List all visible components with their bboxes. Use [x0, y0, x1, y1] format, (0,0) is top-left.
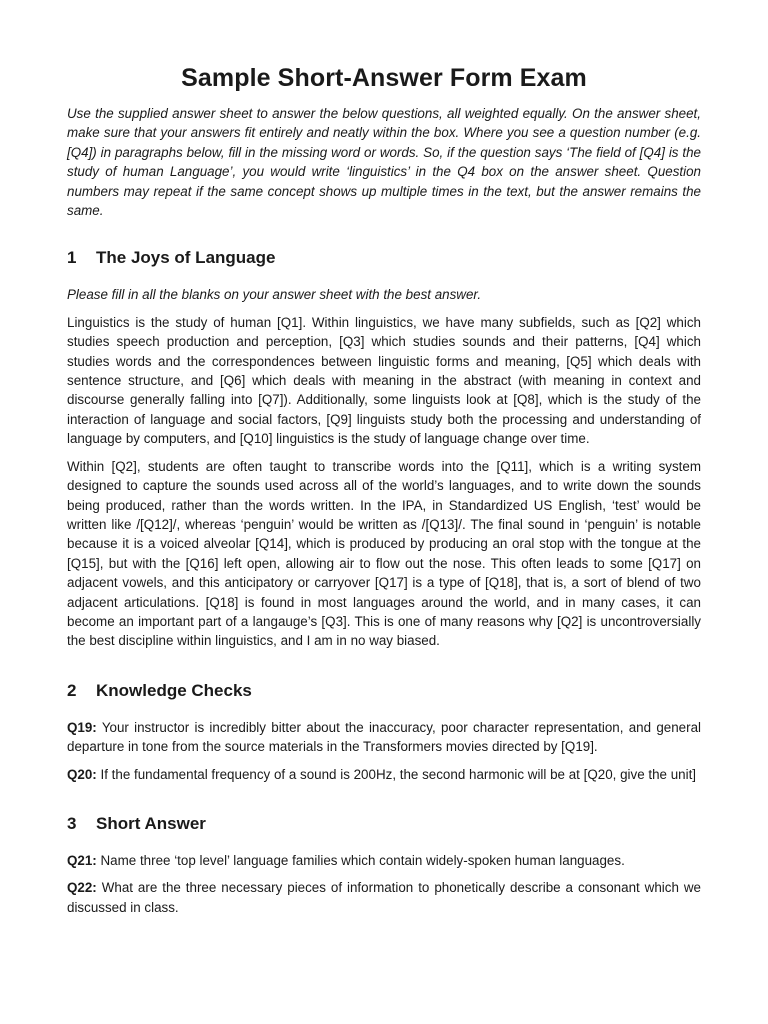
section-number: 2: [67, 680, 77, 700]
section-3: [67, 814, 701, 917]
question-label: Q22:: [67, 880, 97, 896]
question-text: What are the three necessary pieces of information to phonetically describe a consonant which we discussed in class.: [67, 880, 701, 915]
question-text: Name three ‘top level’ language families which contain widely-spoken human languages.: [100, 852, 625, 868]
section-1: [67, 248, 701, 650]
section-instruction: Please fill in all the blanks on your answer sheet with the best answer.: [67, 287, 482, 303]
question: [67, 851, 701, 870]
paragraph: Within [Q2], students are often taught to transcribe words into the [Q11], which is a writing system designed to capture the sounds used across all of the world’s languages, and to write down the sounds being produced, rather than the words written. In the IPA, in Standardized US English, ‘test’ would be written like /[Q12]/, whereas ‘penguin’ would be written as /[Q13]/. The final sound in ‘penguin’ is notable because it is a voiced alveolar [Q14], which is produced by producing an oral stop with the tongue at the [Q15], but with the [Q16] left open, allowing air to flow out the nose. This often leads to some [Q17] on adjacent vowels, and this anticipatory or carryover [Q17] is a type of [Q18], that is, a sort of blend of two adjacent articulations. [Q18] is found in most languages around the world, and in many cases, it can become an important part of a langauge’s [Q3]. This is one of many reasons why [Q2] is uncontroversially the best discipline within linguistics, and I am in no way biased.: [67, 458, 701, 649]
page-title: Sample Short-Answer Form Exam: [181, 64, 587, 92]
section-title: Short Answer: [96, 813, 206, 833]
question-label: Q20:: [67, 766, 97, 782]
question-text: If the fundamental frequency of a sound is 200Hz, the second harmonic will be at [Q20, give the unit]: [100, 766, 697, 782]
question-label: Q21:: [67, 852, 97, 868]
question: [67, 878, 701, 917]
section-heading: [67, 248, 701, 268]
section-title: The Joys of Language: [96, 248, 276, 268]
section-title: Knowledge Checks: [96, 680, 252, 700]
section-number: 1: [67, 248, 77, 268]
section-number: 3: [67, 813, 77, 833]
section-heading: [67, 814, 701, 834]
question: [67, 765, 701, 784]
question: [67, 718, 701, 757]
question-text: Your instructor is incredibly bitter about the inaccuracy, poor character representation, and general departure in tone from the source materials in the Transformers movies directed by [Q19].: [67, 719, 701, 755]
intro-paragraph: Use the supplied answer sheet to answer the below questions, all weighted equally. On the answer sheet, make sure that your answers fit entirely and neatly within the box. Where you see a question number (e.g. [Q4]) in paragraphs below, fill in the missing word or words. So, if the question says ‘The field of [Q4] is the study of human Language’, you would write ‘linguistics’ in the Q4 box on the answer sheet. Question numbers may repeat if the same concept shows up multiple times in the text, but the answer remains the same.: [67, 106, 701, 219]
section-2: [67, 681, 701, 784]
paragraph: Linguistics is the study of human [Q1]. Within linguistics, we have many subfields, such as [Q2] which studies speech production and perception, [Q3] which studies sounds and their patterns, [Q4] which studies words and the correspondences between linguistic forms and meaning, [Q5] which deals with sentence structure, and [Q6] which deals with meaning in the abstract (with meaning in context and discourse generally falling into [Q7]). Additionally, some linguists look at [Q8], which is the study of the interaction of language and social factors, [Q9] linguists study both the processing and understanding of language by computers, and [Q10] linguistics is the study of language change over time.: [67, 314, 701, 447]
question-label: Q19:: [67, 719, 97, 735]
section-heading: [67, 681, 701, 701]
